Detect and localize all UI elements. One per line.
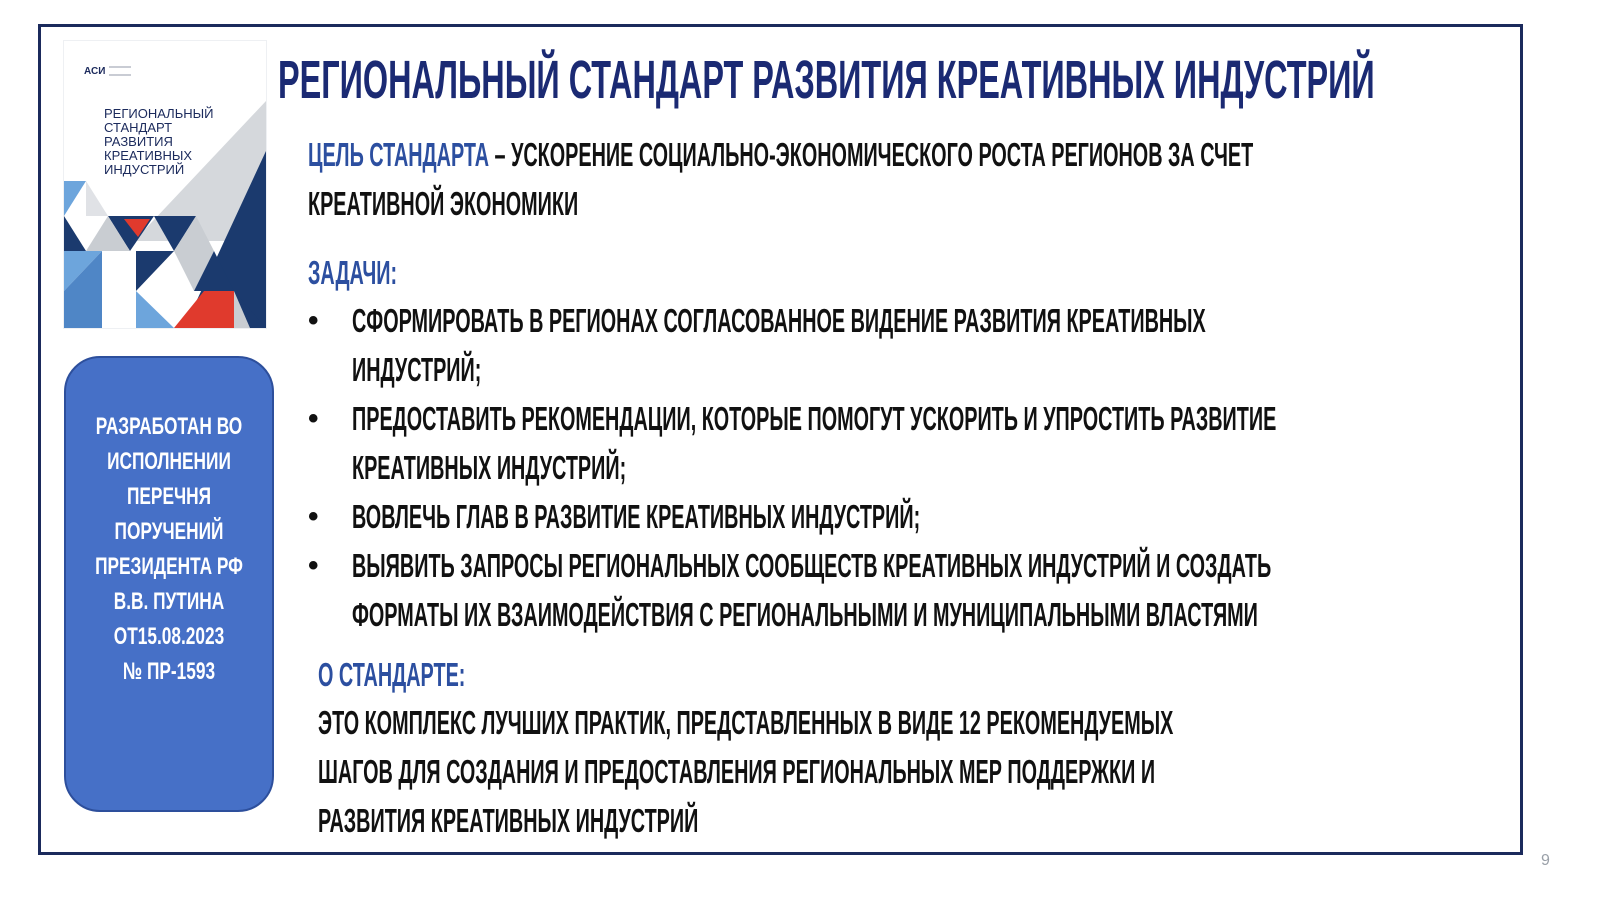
about-heading <box>318 650 564 699</box>
list-item <box>308 296 1600 394</box>
list-item <box>308 541 1600 639</box>
cover-title: РЕГИОНАЛЬНЫЙ СТАНДАРТ РАЗВИТИЯ КРЕАТИВНЫХ ИНДУСТРИЙ <box>104 106 214 177</box>
bullet-icon: • <box>308 304 319 337</box>
tasks-list <box>308 296 1600 639</box>
about-section <box>318 698 1600 845</box>
logo-subtitle-lines <box>109 66 131 76</box>
tasks-heading-text: ЗАДАЧИ: <box>308 254 398 291</box>
slide-title: РЕГИОНАЛЬНЫЙ СТАНДАРТ РАЗВИТИЯ КРЕАТИВНЫХ ИНДУСТРИЙ <box>278 50 1375 110</box>
goal-line-1 <box>308 130 1253 179</box>
report-cover-image <box>64 41 266 328</box>
about-heading-text: О СТАНДАРТЕ: <box>318 656 466 693</box>
goal-section <box>308 130 1600 228</box>
list-item <box>308 492 1600 541</box>
task-line-2: КРЕАТИВНЫХ ИНДУСТРИЙ; <box>352 449 627 486</box>
bullet-icon: • <box>308 549 319 582</box>
decree-info-badge <box>64 356 274 812</box>
about-line-2: ШАГОВ ДЛЯ СОЗДАНИЯ И ПРЕДОСТАВЛЕНИЯ РЕГИОНАЛЬНЫХ МЕР ПОДДЕРЖКИ И <box>318 753 1156 790</box>
bullet-icon: • <box>308 500 319 533</box>
list-item <box>308 394 1600 492</box>
task-line-1: ВЫЯВИТЬ ЗАПРОСЫ РЕГИОНАЛЬНЫХ СООБЩЕСТВ КРЕАТИВНЫХ ИНДУСТРИЙ И СОЗДАТЬ <box>352 547 1272 584</box>
goal-text-1: – УСКОРЕНИЕ СОЦИАЛЬНО-ЭКОНОМИЧЕСКОГО РОСТА РЕГИОНОВ ЗА СЧЕТ <box>489 136 1254 173</box>
bullet-icon: • <box>308 402 319 435</box>
task-line-2: ФОРМАТЫ ИХ ВЗАИМОДЕЙСТВИЯ С РЕГИОНАЛЬНЫМИ И МУНИЦИПАЛЬНЫМИ ВЛАСТЯМИ <box>352 596 1258 633</box>
goal-label: ЦЕЛЬ СТАНДАРТА <box>308 136 490 173</box>
about-line-1: ЭТО КОМПЛЕКС ЛУЧШИХ ПРАКТИК, ПРЕДСТАВЛЕННЫХ В ВИДЕ 12 РЕКОМЕНДУЕМЫХ <box>318 704 1174 741</box>
cover-geometric-pattern <box>64 41 266 328</box>
task-line-1: СФОРМИРОВАТЬ В РЕГИОНАХ СОГЛАСОВАННОЕ ВИДЕНИЕ РАЗВИТИЯ КРЕАТИВНЫХ <box>352 302 1206 339</box>
page-number: 9 <box>1541 852 1550 869</box>
asi-logo-text: АСИ <box>84 65 106 77</box>
task-line-1: ВОВЛЕЧЬ ГЛАВ В РАЗВИТИЕ КРЕАТИВНЫХ ИНДУСТРИЙ; <box>352 498 921 535</box>
task-line-1: ПРЕДОСТАВИТЬ РЕКОМЕНДАЦИИ, КОТОРЫЕ ПОМОГУТ УСКОРИТЬ И УПРОСТИТЬ РАЗВИТИЕ <box>352 400 1277 437</box>
tasks-heading <box>308 248 456 297</box>
cover-logo <box>84 61 131 81</box>
task-line-2: ИНДУСТРИЙ; <box>352 351 482 388</box>
decree-info-text: РАЗРАБОТАН ВО ИСПОЛНЕНИИ ПЕРЕЧНЯ ПОРУЧЕНИЙ ПРЕЗИДЕНТА РФ В.В. ПУТИНА ОТ15.08.2023 № ПР-1593 <box>95 413 243 685</box>
goal-line-2: КРЕАТИВНОЙ ЭКОНОМИКИ <box>308 185 579 222</box>
about-line-3: РАЗВИТИЯ КРЕАТИВНЫХ ИНДУСТРИЙ <box>318 802 699 839</box>
